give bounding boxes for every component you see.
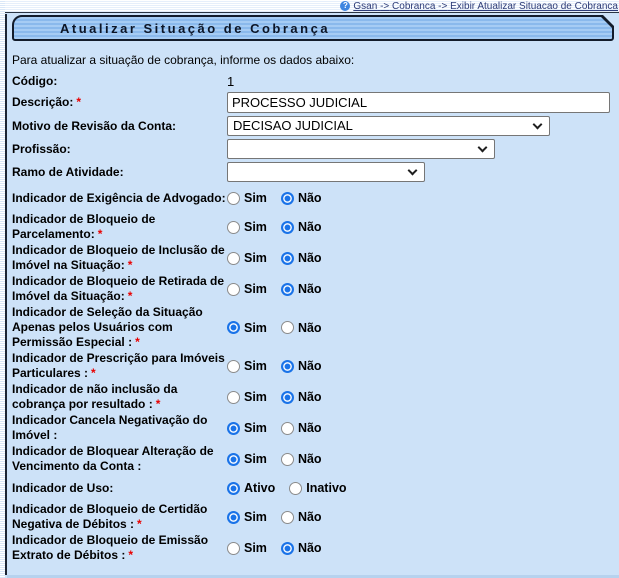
required-asterisk: *: [128, 548, 134, 562]
field-label: Ramo de Atividade:: [12, 164, 124, 179]
field-label: Indicador de Bloqueio de Certidão Negativa de Débitos : *: [12, 502, 208, 531]
radio-icon[interactable]: [227, 453, 240, 466]
radio-icon[interactable]: [281, 360, 294, 373]
radio-option-nao[interactable]: Não: [281, 282, 322, 296]
radio-option-sim[interactable]: Sim: [227, 220, 267, 234]
breadcrumb: [353, 1, 618, 12]
codigo-value: 1: [227, 74, 235, 89]
radio-group: [227, 510, 336, 524]
radio-option-nao[interactable]: Não: [281, 321, 322, 335]
radio-icon[interactable]: [281, 321, 294, 334]
required-asterisk: *: [76, 95, 82, 109]
field-row-indicador-bloqueio-parcelamento: [12, 212, 619, 242]
radio-icon[interactable]: [227, 252, 240, 265]
radio-option-nao[interactable]: Não: [281, 220, 322, 234]
radio-option-nao[interactable]: Não: [281, 191, 322, 205]
radio-option-sim[interactable]: Sim: [227, 541, 267, 555]
radio-option-sim[interactable]: Sim: [227, 282, 267, 296]
radio-option-sim[interactable]: Sim: [227, 421, 267, 435]
radio-icon[interactable]: [227, 221, 240, 234]
radio-group: [227, 220, 336, 234]
field-row-profissao: [12, 139, 619, 159]
selected-option: DECISAO JUDICIAL: [233, 118, 353, 133]
radio-icon[interactable]: [227, 391, 240, 404]
required-asterisk: *: [127, 289, 133, 303]
radio-option-sim[interactable]: Sim: [227, 452, 267, 466]
field-label: Indicador de Exigência de Advogado:: [12, 190, 226, 205]
field-label: Indicador de Uso:: [12, 480, 114, 495]
radio-icon[interactable]: [227, 360, 240, 373]
frame-left-border: [5, 14, 7, 575]
radio-icon[interactable]: [281, 283, 294, 296]
field-row-codigo: [12, 74, 619, 89]
radio-option-sim[interactable]: Sim: [227, 390, 267, 404]
chevron-down-icon: [533, 120, 543, 130]
field-label: Indicador de Prescrição para Imóveis Particulares : *: [12, 351, 225, 380]
radio-group: [227, 421, 336, 435]
radio-icon[interactable]: [281, 391, 294, 404]
radio-icon[interactable]: [227, 542, 240, 555]
radio-icon[interactable]: [227, 482, 240, 495]
radio-icon[interactable]: [227, 422, 240, 435]
radio-option-nao[interactable]: Não: [281, 452, 322, 466]
ramo-atividade-select[interactable]: [227, 162, 425, 182]
radio-icon[interactable]: [289, 482, 302, 495]
field-label: Indicador de Bloqueio de Emissão Extrato de Débitos : *: [12, 533, 209, 562]
field-label: Descrição: *: [12, 95, 82, 109]
radio-icon[interactable]: [281, 221, 294, 234]
radio-icon[interactable]: [281, 192, 294, 205]
radio-icon[interactable]: [227, 192, 240, 205]
descricao-input[interactable]: [227, 92, 610, 113]
field-label: Indicador de Bloqueio de Parcelamento: *: [12, 212, 156, 241]
required-asterisk: *: [155, 397, 161, 411]
radio-icon[interactable]: [281, 453, 294, 466]
radio-group: [227, 191, 336, 205]
breadcrumb-bar: [0, 0, 619, 13]
update-collection-situation-form: [0, 41, 619, 563]
field-row-indicador-bloqueio-certidao-negativa: [12, 502, 619, 532]
chevron-down-icon: [478, 143, 488, 153]
radio-option-nao[interactable]: Não: [281, 359, 322, 373]
radio-option-sim[interactable]: Sim: [227, 359, 267, 373]
radio-icon[interactable]: [281, 511, 294, 524]
field-row-indicador-prescricao-imoveis: [12, 351, 619, 381]
field-row-indicador-bloquear-alteracao-vencimento: [12, 444, 619, 474]
radio-option-sim[interactable]: Sim: [227, 510, 267, 524]
field-row-indicador-exigencia-advogado: [12, 185, 619, 211]
motivo-revisao-select[interactable]: [227, 116, 550, 136]
field-row-indicador-selecao-permissao-especial: [12, 305, 619, 350]
field-row-indicador-bloqueio-emissao-extrato: [12, 533, 619, 563]
profissao-select[interactable]: [227, 139, 495, 159]
radio-group: [227, 390, 336, 404]
field-row-indicador-cancela-negativacao: [12, 413, 619, 443]
breadcrumb-link-cobranca[interactable]: Cobranca: [392, 0, 436, 12]
field-label: Indicador de Bloqueio de Retirada de Imóvel da Situação: *: [12, 274, 225, 303]
radio-option-sim[interactable]: Sim: [227, 321, 267, 335]
chevron-down-icon: [408, 166, 418, 176]
form-instructions: Para atualizar a situação de cobrança, informe os dados abaixo:: [12, 53, 355, 67]
radio-icon[interactable]: [281, 542, 294, 555]
radio-option-inativo[interactable]: Inativo: [289, 481, 346, 495]
radio-option-nao[interactable]: Não: [281, 390, 322, 404]
required-asterisk: *: [127, 258, 133, 272]
radio-option-nao[interactable]: Não: [281, 251, 322, 265]
field-label: Indicador de Bloquear Alteração de Vencimento da Conta :: [12, 444, 214, 473]
radio-icon[interactable]: [281, 422, 294, 435]
radio-icon[interactable]: [281, 252, 294, 265]
required-asterisk: *: [97, 227, 103, 241]
breadcrumb-link-exibir-atualizar[interactable]: Exibir Atualizar Situacao de Cobranca: [450, 0, 618, 12]
field-row-descricao: [12, 92, 619, 113]
field-label: Indicador Cancela Negativação do Imóvel :: [12, 413, 208, 442]
breadcrumb-separator: ->: [380, 0, 390, 12]
radio-option-nao[interactable]: Não: [281, 541, 322, 555]
radio-option-nao[interactable]: Não: [281, 421, 322, 435]
required-asterisk: *: [137, 517, 142, 531]
radio-icon[interactable]: [227, 283, 240, 296]
radio-group: [227, 282, 336, 296]
radio-option-sim[interactable]: Sim: [227, 191, 267, 205]
field-row-ramo-atividade: [12, 162, 619, 182]
radio-icon[interactable]: [227, 511, 240, 524]
radio-group: [227, 452, 336, 466]
field-row-indicador-bloqueio-inclusao-imovel: [12, 243, 619, 273]
field-label: Motivo de Revisão da Conta:: [12, 118, 177, 133]
radio-group: [227, 541, 336, 555]
radio-icon[interactable]: [227, 321, 240, 334]
page-header: [12, 15, 614, 41]
help-icon[interactable]: ?: [340, 1, 350, 11]
field-row-indicador-nao-inclusao-cobranca: [12, 382, 619, 412]
breadcrumb-link-gsan[interactable]: Gsan: [353, 0, 378, 12]
radio-option-ativo[interactable]: Ativo: [227, 481, 275, 495]
radio-option-nao[interactable]: Não: [281, 510, 322, 524]
radio-group: [227, 359, 336, 373]
radio-group: [227, 481, 361, 495]
field-row-indicador-bloqueio-retirada-imovel: [12, 274, 619, 304]
radio-group: [227, 321, 336, 335]
field-row-indicador-uso: [12, 475, 619, 501]
field-label: Indicador de Bloqueio de Inclusão de Imóvel na Situação: *: [12, 243, 225, 272]
field-label: Indicador de não inclusão da cobrança por resultado : *: [12, 382, 178, 411]
radio-option-sim[interactable]: Sim: [227, 251, 267, 265]
field-label: Código:: [12, 74, 58, 88]
field-row-motivo: [12, 116, 619, 136]
required-asterisk: *: [135, 335, 140, 349]
field-label: Profissão:: [12, 141, 71, 156]
required-asterisk: *: [91, 366, 96, 380]
page-title: Atualizar Situação de Cobrança: [60, 20, 331, 36]
radio-group: [227, 251, 336, 265]
breadcrumb-separator: ->: [438, 0, 448, 12]
field-label: Indicador de Seleção da Situação Apenas pelos Usuários com Permissão Especial : *: [12, 305, 203, 349]
